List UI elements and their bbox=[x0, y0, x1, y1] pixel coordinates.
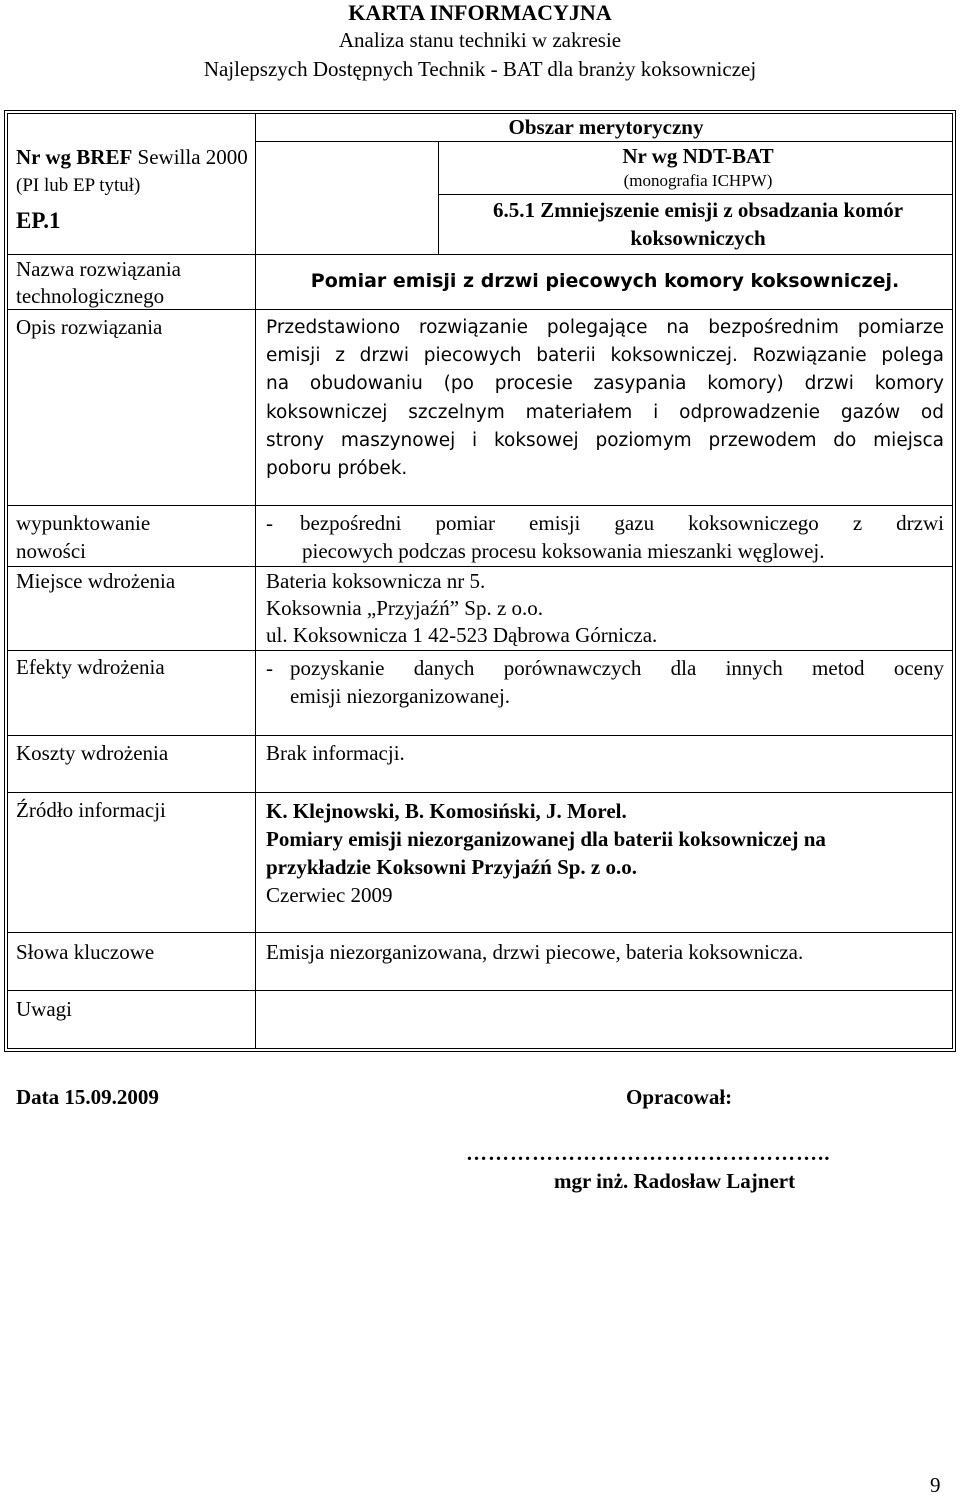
zrodlo-title-line-2: przykładzie Koksowni Przyjaźń Sp. z o.o. bbox=[266, 855, 637, 879]
nowosci-line-2: piecowych podczas procesu koksowania mieszanki węglowej. bbox=[302, 539, 825, 563]
zrodlo-authors: K. Klejnowski, B. Komosiński, J. Morel. bbox=[266, 799, 627, 823]
zrodlo-title-line-1: Pomiary emisji niezorganizowanej dla baterii koksowniczej na bbox=[266, 827, 826, 851]
row-divider bbox=[8, 650, 952, 651]
document-subtitle-1: Analiza stanu techniki w zakresie bbox=[338, 28, 622, 52]
koszty-label: Koszty wdrożenia bbox=[16, 741, 169, 765]
nazwa-label-line-2: technologicznego bbox=[16, 284, 165, 308]
opis-value bbox=[266, 314, 944, 483]
bref-label-line2: (PI lub EP tytuł) bbox=[16, 175, 141, 196]
opis-line: koksowniczej szczelnym materiałem i odprowadzenie gazów od bbox=[266, 401, 944, 423]
opis-line: na obudowaniu (po procesie zasypania komory) drzwi komory bbox=[266, 373, 944, 395]
row-divider bbox=[8, 792, 952, 793]
miejsce-line: ul. Koksownicza 1 42-523 Dąbrowa Górnicza. bbox=[266, 623, 658, 647]
zrodlo-value bbox=[266, 797, 944, 909]
row-divider bbox=[8, 932, 952, 933]
efekty-line-1: pozyskanie danych porównawczych dla innych metod oceny bbox=[290, 656, 944, 680]
nazwa-label-line-1: Nazwa rozwiązania bbox=[16, 257, 181, 281]
opis-line: strony maszynowej i koksowej poziomym przewodem do miejsca bbox=[266, 429, 944, 451]
row-divider bbox=[8, 505, 952, 506]
row-divider bbox=[439, 194, 952, 195]
row-divider bbox=[8, 566, 952, 567]
signature-line: ………………………………………….. bbox=[466, 1141, 831, 1165]
efekty-line-2: emisji niezorganizowanej. bbox=[290, 684, 511, 708]
document-subtitle-2: Najlepszych Dostępnych Technik - BAT dla branży koksowniczej bbox=[203, 57, 757, 81]
row-divider bbox=[8, 735, 952, 736]
bref-label bbox=[16, 144, 426, 199]
document-title: KARTA INFORMACYJNA bbox=[348, 0, 612, 25]
miejsce-value bbox=[266, 568, 944, 649]
page-number: 9 bbox=[930, 1473, 941, 1497]
miejsce-line: Bateria koksownicza nr 5. bbox=[266, 569, 486, 593]
nowosci-label-line-2: nowości bbox=[16, 539, 86, 563]
miejsce-line: Koksownia „Przyjaźń” Sp. z o.o. bbox=[266, 596, 544, 620]
footer-date: Data 15.09.2009 bbox=[16, 1085, 159, 1109]
slowa-label: Słowa kluczowe bbox=[16, 940, 155, 964]
zrodlo-date: Czerwiec 2009 bbox=[266, 883, 393, 907]
efekty-item bbox=[266, 654, 944, 710]
efekty-dash: - bbox=[266, 656, 273, 680]
nowosci-label bbox=[16, 509, 252, 565]
author-name: mgr inż. Radosław Lajnert bbox=[554, 1169, 796, 1193]
uwagi-label: Uwagi bbox=[16, 997, 72, 1021]
ndt-value-line-2: koksowniczych bbox=[630, 226, 766, 250]
ndt-sub-label: (monografia ICHPW) bbox=[623, 171, 773, 190]
nazwa-value: Pomiar emisji z drzwi piecowych komory koksowniczej. bbox=[310, 270, 900, 292]
opis-line: Przedstawiono rozwiązanie polegające na bezpośrednim pomiarze bbox=[266, 317, 944, 338]
opis-line: emisji z drzwi piecowych baterii koksowniczej. Rozwiązanie polega bbox=[266, 345, 944, 367]
opis-line: poboru próbek. bbox=[266, 458, 408, 480]
slowa-value: Emisja niezorganizowana, drzwi piecowe, bateria koksownicza. bbox=[266, 940, 804, 964]
nazwa-label bbox=[16, 256, 252, 310]
miejsce-label: Miejsce wdrożenia bbox=[16, 569, 176, 593]
bref-label-rest: Sewilla 2000 bbox=[132, 145, 248, 169]
obszar-merytoryczny-header: Obszar merytoryczny bbox=[508, 115, 704, 139]
bref-value: EP.1 bbox=[16, 208, 61, 233]
nowosci-label-line-1: wypunktowanie bbox=[16, 511, 151, 535]
opis-label: Opis rozwiązania bbox=[16, 315, 163, 339]
row-divider bbox=[8, 254, 952, 255]
bref-label-bold: Nr wg BREF bbox=[16, 145, 133, 169]
ndt-value-line-1: 6.5.1 Zmniejszenie emisji z obsadzania komór bbox=[492, 198, 904, 222]
ndt-column-divider bbox=[438, 142, 439, 254]
footer-opracowal: Opracował: bbox=[626, 1085, 733, 1109]
zrodlo-label: Źródło informacji bbox=[16, 798, 166, 822]
nowosci-dash: - bbox=[266, 511, 273, 535]
efekty-label: Efekty wdrożenia bbox=[16, 655, 165, 679]
row-divider bbox=[8, 990, 952, 991]
nowosci-item bbox=[266, 509, 944, 565]
koszty-value: Brak informacji. bbox=[266, 741, 405, 765]
nowosci-line-1: bezpośredni pomiar emisji gazu koksowniczego z drzwi bbox=[300, 511, 944, 535]
ndt-label: Nr wg NDT-BAT bbox=[622, 144, 774, 168]
ndt-value bbox=[440, 196, 956, 252]
